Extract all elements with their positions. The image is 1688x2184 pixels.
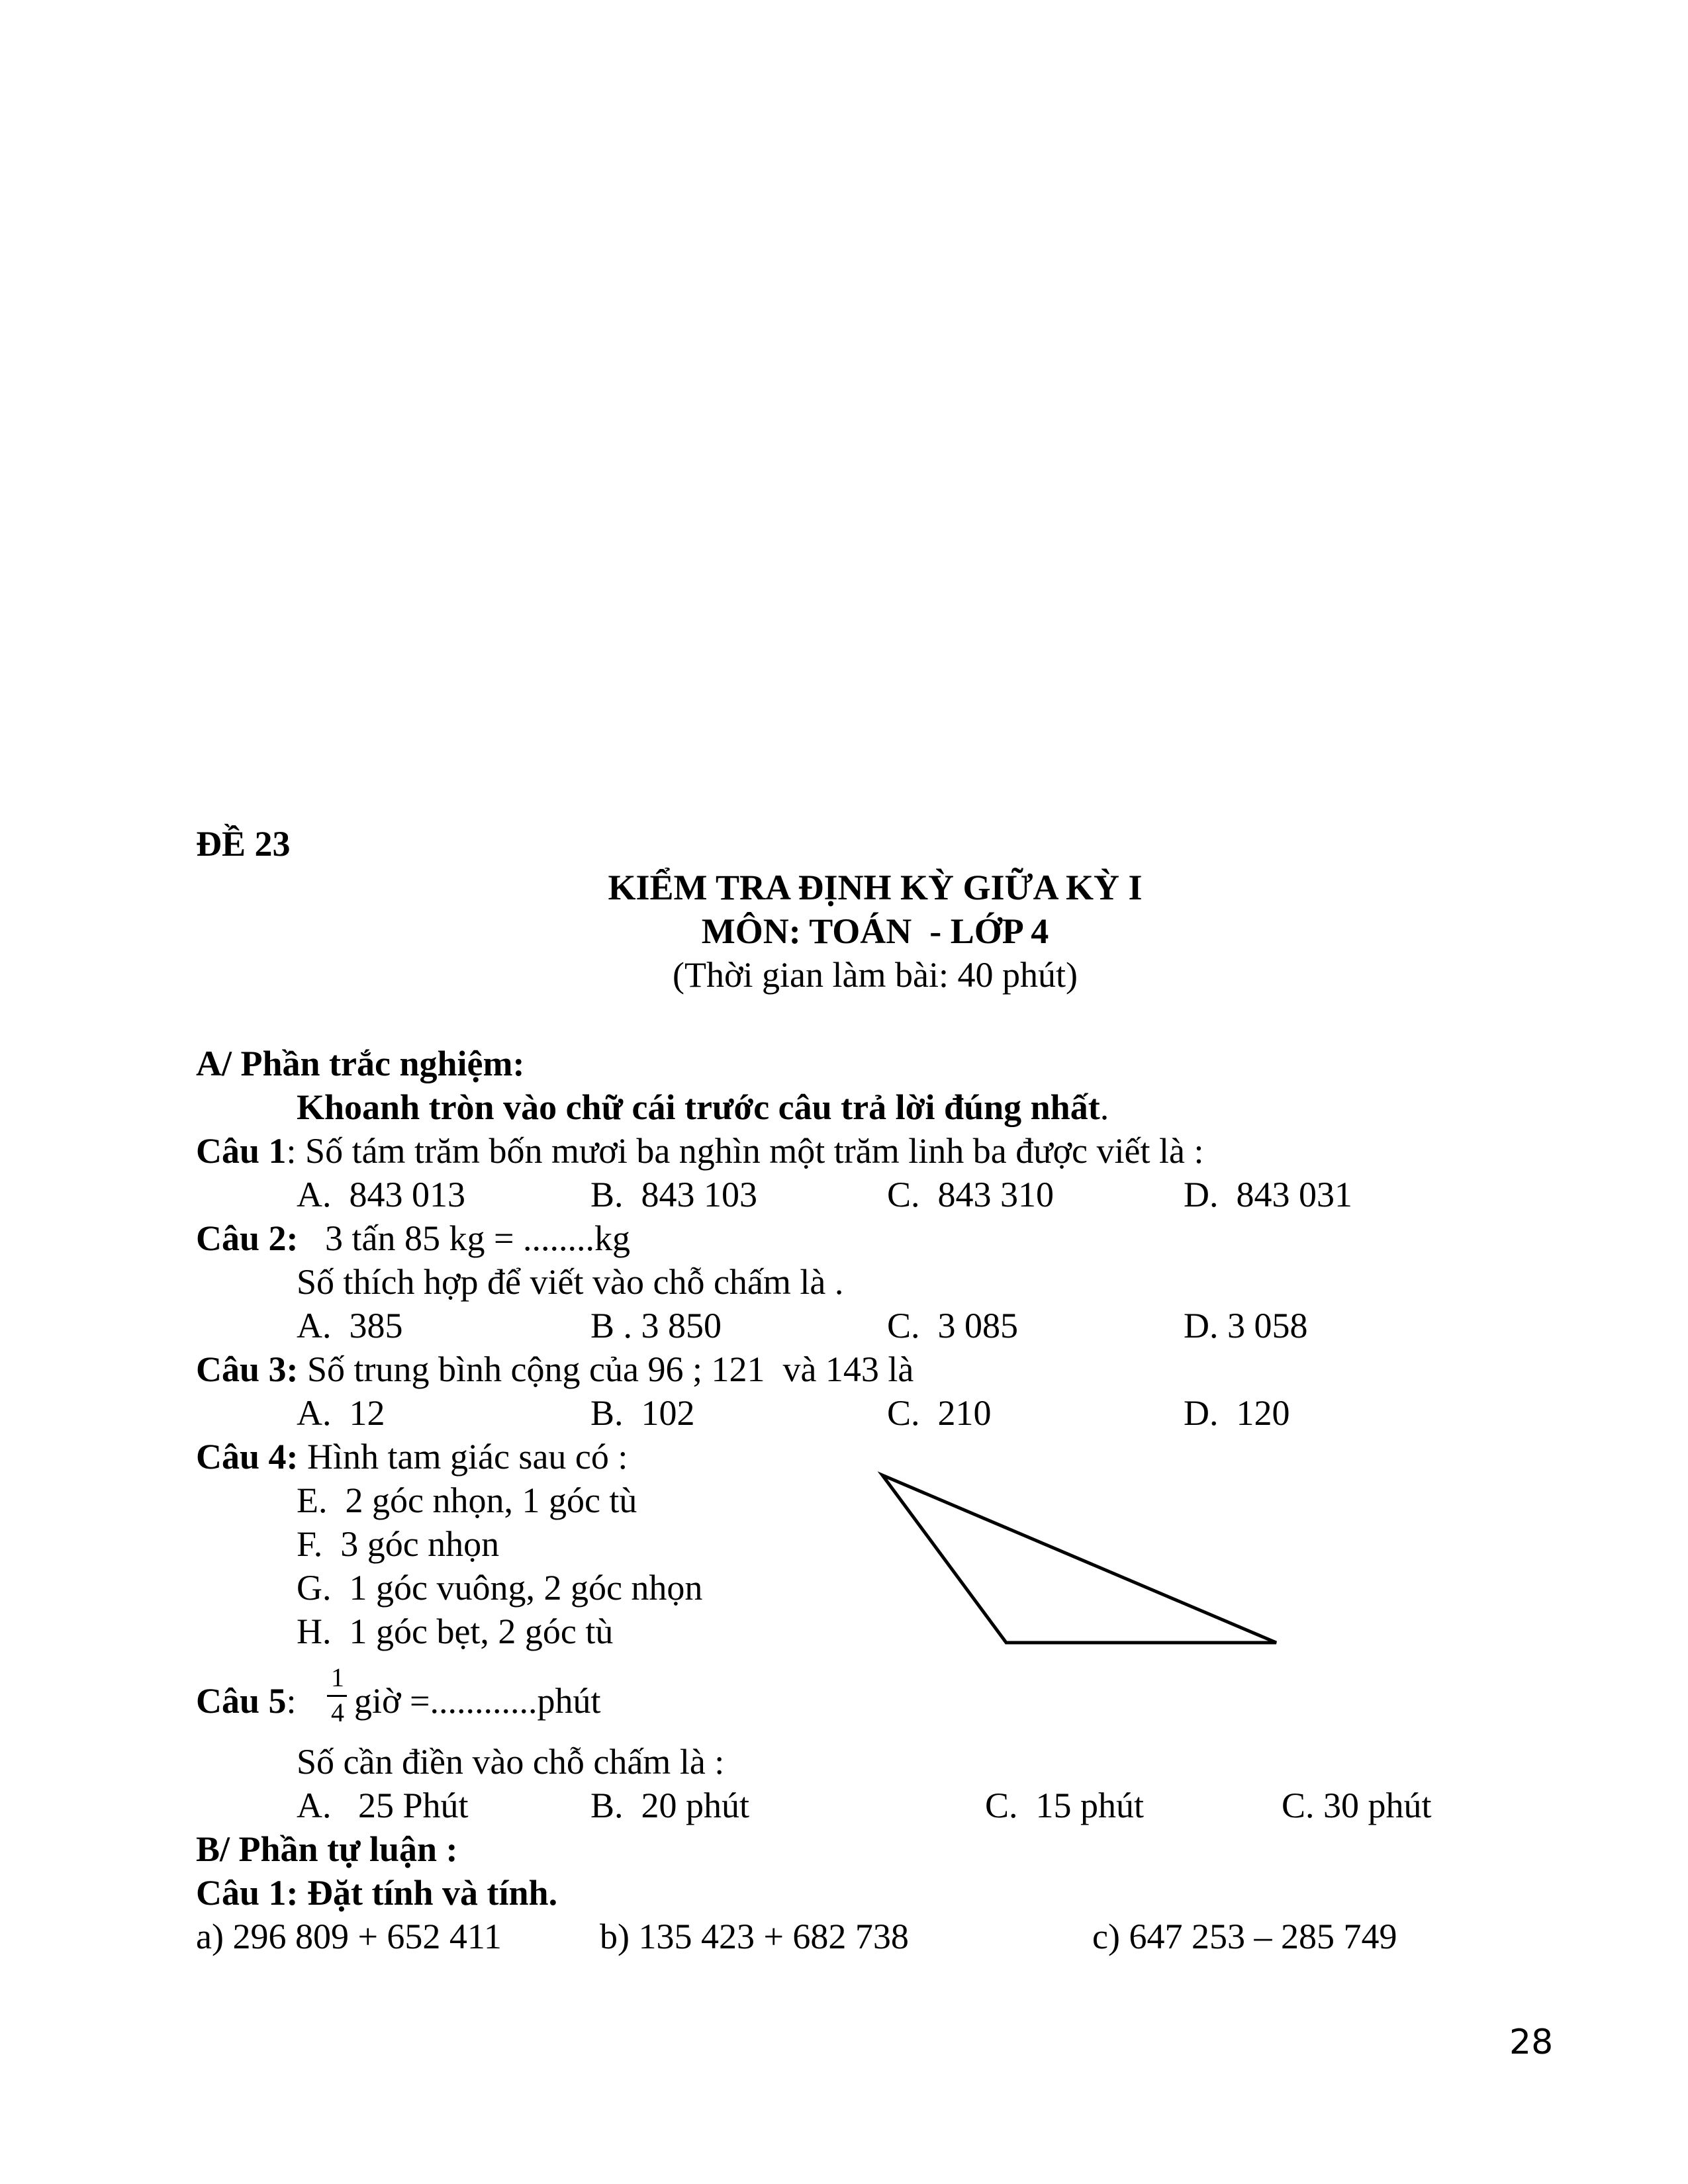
q2-option-c: C. 3 085 [887,1306,1019,1345]
instruction-text: Khoanh tròn vào chữ cái trước câu trả lời đúng nhất [297,1087,1100,1127]
q5-fraction-bar [327,1695,347,1697]
q2-label: Câu 2: [196,1218,299,1258]
q1-option-a: A. 843 013 [297,1175,465,1214]
q5-option-b: B. 20 phút [590,1786,750,1825]
q5-option-a: A. 25 Phút [297,1786,469,1825]
q3-option-b: B. 102 [590,1393,695,1433]
q3-text: Số trung bình cộng của 96 ; 121 và 143 là [298,1349,914,1389]
q2-option-d: D. 3 058 [1184,1306,1308,1345]
q5-colon: : [286,1681,297,1721]
instruction-period: . [1100,1087,1109,1127]
q1-label: Câu 1 [196,1131,287,1171]
q4-option-h: H. 1 góc bẹt, 2 góc tù [297,1612,614,1651]
q3-label: Câu 3: [196,1349,299,1389]
q1-option-b: B. 843 103 [590,1175,758,1214]
q5-label: Câu 5 [196,1681,287,1721]
q4-label: Câu 4: [196,1437,299,1477]
part-b-item-b: b) 135 423 + 682 738 [600,1917,909,1956]
q2-text: 3 tấn 85 kg = ........kg [298,1218,630,1258]
exam-number: ĐỀ 23 [196,824,291,864]
q1-text: : Số tám trăm bốn mươi ba nghìn một trăm linh ba được viết là : [286,1131,1204,1171]
exam-time: (Thời gian làm bài: 40 phút) [673,955,1078,995]
page-number: 28 [1509,2023,1554,2062]
q2-subtext: Số thích hợp để viết vào chỗ chấm là . [297,1262,844,1302]
part-a-heading: A/ Phần trắc nghiệm: [196,1044,525,1083]
q5-fraction-denominator: 4 [331,1698,344,1727]
part-b-heading: B/ Phần tự luận : [196,1829,458,1869]
part-b-item-a: a) 296 809 + 652 411 [196,1917,502,1956]
q4-option-f: F. 3 góc nhọn [297,1524,500,1564]
part-b-q1-label: Câu 1: Đặt tính và tính. [196,1873,558,1913]
exam-subject: MÔN: TOÁN - LỚP 4 [701,911,1049,951]
q5-option-d: C. 30 phút [1282,1786,1432,1825]
q4-option-g: G. 1 góc vuông, 2 góc nhọn [297,1568,703,1608]
q5-line [196,1683,297,1719]
q5-text: giờ =............phút [354,1681,601,1721]
exam-title: KIỂM TRA ĐỊNH KỲ GIỮA KỲ I [608,868,1143,907]
obtuse-triangle [882,1475,1276,1643]
q3-option-a: A. 12 [297,1393,385,1433]
q1-option-d: D. 843 031 [1184,1175,1352,1214]
q3-option-d: D. 120 [1184,1393,1290,1433]
q4-option-e: E. 2 góc nhọn, 1 góc tù [297,1480,637,1520]
q1-option-c: C. 843 310 [887,1175,1055,1214]
q5-fraction-numerator: 1 [331,1662,344,1692]
part-b-item-c: c) 647 253 – 285 749 [1092,1917,1397,1956]
q2-option-a: A. 385 [297,1306,403,1345]
q5-option-c: C. 15 phút [985,1786,1145,1825]
q5-subtext: Số cần điền vào chỗ chấm là : [297,1742,725,1782]
q2-option-b: B . 3 850 [590,1306,722,1345]
q3-option-c: C. 210 [887,1393,992,1433]
q4-text: Hình tam giác sau có : [298,1437,628,1477]
